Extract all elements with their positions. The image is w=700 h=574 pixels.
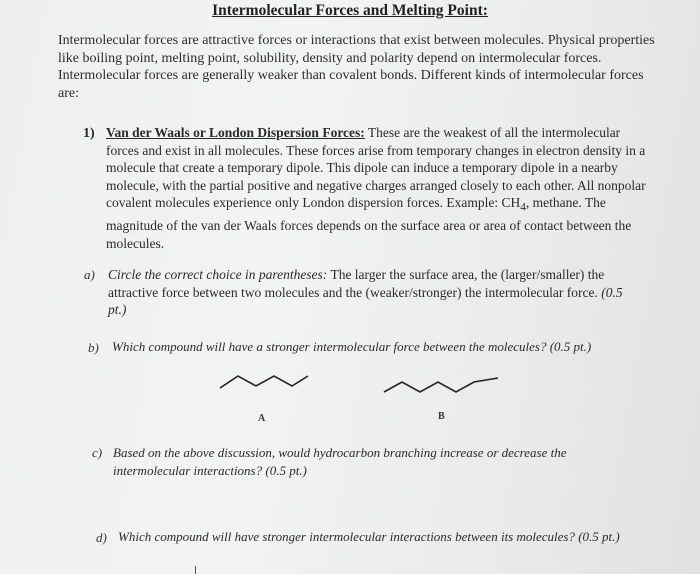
- question-a-prompt: Circle the correct choice in parentheses:: [108, 267, 328, 282]
- intro-paragraph: Intermolecular forces are attractive forces or interactions that exist between molecules. Physical properties like boiling point, melting point, solubility, density and polarity depend on intermolecular forces. Intermolecular forces are generally weaker than covalent bonds. Different kinds of intermolecular forces are:: [58, 33, 655, 101]
- text-cursor: [195, 566, 196, 574]
- question-1-heading: Van der Waals or London Dispersion Forces:: [106, 125, 365, 140]
- question-a-points: (0.5 pt.): [108, 284, 623, 317]
- molecule-a-label: A: [258, 413, 266, 424]
- question-1-text: These are the weakest of all the intermolecular forces and exist in all molecules. These forces arise from temporary changes in electron density in a molecule that create a temporary dipole. This dipole can induce a temporary dipole in a nearby molecule, with the partial positive and negative charges arranged closely to each other. All nonpolar covalent molecules experience only London dispersion forces. Example: CH: [106, 125, 646, 210]
- page-title: Intermolecular Forces and Melting Point:: [212, 2, 488, 19]
- question-a-paragraph: [108, 266, 638, 319]
- molecule-b-structure: [382, 376, 500, 398]
- molecule-a-structure: [218, 370, 310, 392]
- question-a-text: The larger the surface area, the (larger/smaller) the attractive force between two molecules and the (weaker/stronger) the intermolecular force.: [108, 267, 605, 300]
- question-b-text: Which compound will have a stronger intermolecular force between the molecules? (0.5 pt.): [112, 339, 592, 354]
- question-a-letter: a): [84, 267, 95, 282]
- question-c-letter: c): [92, 445, 103, 460]
- question-1-text-2: , methane. The magnitude of the van der Waals forces depends on the surface area or area of contact between the molecules.: [106, 195, 632, 251]
- question-d-letter: d): [96, 530, 107, 545]
- question-c-text: Based on the above discussion, would hydrocarbon branching increase or decrease the intermolecular interactions? (0.5 pt.): [113, 445, 567, 478]
- question-d-text: Which compound will have stronger intermolecular interactions between its molecules? (0.5 pt.): [118, 529, 620, 544]
- question-1-number: 1): [83, 126, 95, 141]
- question-b-letter: b): [88, 340, 99, 355]
- molecule-b-label: B: [438, 411, 445, 422]
- question-1-subscript: 4: [520, 201, 526, 214]
- question-1-paragraph: [106, 124, 654, 252]
